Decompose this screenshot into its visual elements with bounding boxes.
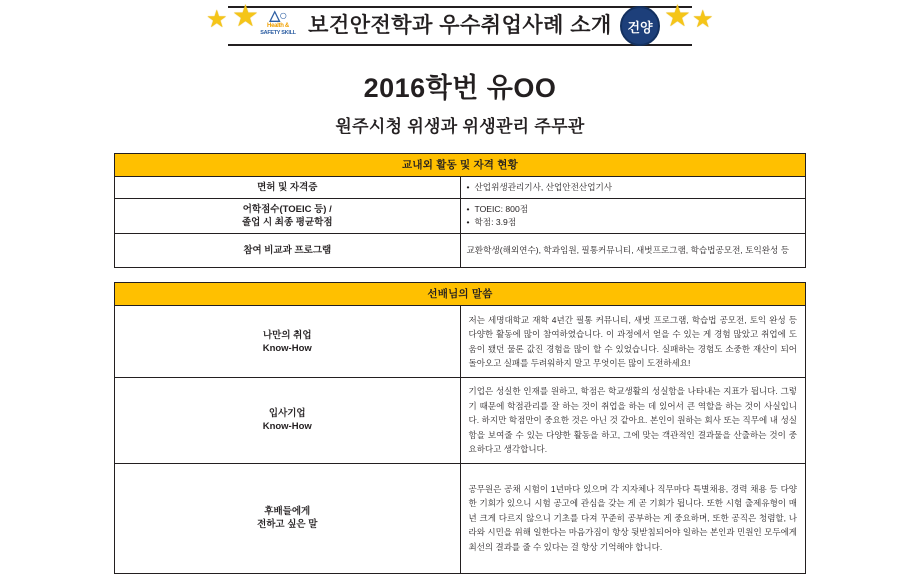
license-list: [467, 181, 800, 194]
header: [0, 0, 920, 52]
department-logo-icon: △○ Health & SAFETY SKILL: [260, 7, 296, 36]
row-value-company-knowhow: 기업은 성실한 인재를 원하고, 학점은 학교생활의 성실함을 나타내는 지표가 됩니다. 그렇기 때문에 학점관리를 잘 하는 것이 취업을 하는 데 있어서 큰 역할을 하는 것이 사실입니다. 하지만 학점만이 중요한 것은 아닌 것 같아요. 본인이 원하는 회사 또는 직무에 내 성실함을 보여줄 수 있는 다양한 활동을 하고, 그에 맞는 객관적인 결과물을 산출하는 것이 중요하다고 생각합니다.: [460, 378, 806, 464]
star-icon: ★: [664, 0, 691, 33]
graduate-position: 원주시청 위생과 위생관리 주무관: [335, 117, 585, 136]
table-row: [115, 378, 806, 464]
star-icon: ★: [232, 0, 259, 33]
row-label-programs: 참여 비교과 프로그램: [115, 234, 461, 268]
row-value-advice: 공무원은 공채 시험이 1년마다 있으며 각 지자체나 직무마다 특별채용, 경력 채용 등 다양한 기회가 있으니 시험 공고에 관심을 갖는 게 곧 기회가 됩니다. 또한 시험 출제유형이 매년 크게 다르지 않으니 기초를 다져 꾸준히 공부하는 게 중요하며, 또한 공직은 청렴할, 나라와 시민을 위해 일한다는 마음가짐이 항상 뒷받침되어야 일하는 본인과 민원인 모두에게 최선의 결과를 줄 수 있다는 걸 항상 기억해야 합니다.: [460, 463, 806, 573]
message-band-label: 선배님의 말씀: [115, 283, 806, 306]
list-item: • 산업위생관리기사, 산업안전산업기사: [467, 181, 800, 194]
table-row: [115, 199, 806, 234]
graduate-title-block: [0, 66, 920, 137]
list-item: • TOEIC: 800점: [467, 203, 800, 216]
row-value-my-knowhow: 저는 세명대학교 재학 4년간 필통 커뮤니티, 새벗 프로그램, 학습법 공모전, 토익 완성 등 다양한 활동에 많이 참여하였습니다. 이 과정에서 얻을 수 있는 게 경험 많았고 취업에 도움이 됐던 물론 값진 경험을 많이 할 수 있었습니다. 실패하는 경험도 소중한 재산이 되어 돌아오고 실패를 두려워하지 말고 무엇이든 많이 도전하세요!: [460, 306, 806, 378]
row-label-scores: 어학점수(TOEIC 등) / 졸업 시 최종 평균학점: [115, 199, 461, 234]
table-row: [115, 177, 806, 199]
message-table: [114, 282, 806, 574]
list-item: • 학점: 3.9점: [467, 216, 800, 229]
scores-list: [467, 203, 800, 229]
row-value-scores: [460, 199, 806, 234]
activities-band-label: 교내외 활동 및 자격 현황: [115, 154, 806, 177]
activities-table-wrap: [114, 153, 806, 268]
page-title: 보건안전학과 우수취업사례 소개: [308, 14, 612, 37]
table-row: [115, 306, 806, 378]
row-label-advice: 후배들에게 전하고 싶은 말: [115, 463, 461, 573]
table-row: [115, 463, 806, 573]
row-value-programs: 교환학생(해외연수), 학과임원, 필통커뮤니티, 새벗프로그램, 학습법공모전, 토익완성 등: [460, 234, 806, 268]
university-emblem-icon: 건양: [620, 6, 660, 46]
table-row: [115, 234, 806, 268]
row-label-company-knowhow: 입사기업 Know-How: [115, 378, 461, 464]
message-table-wrap: [114, 282, 806, 574]
row-label-license: 면허 및 자격증: [115, 177, 461, 199]
star-icon: ★: [206, 6, 228, 33]
row-label-my-knowhow: 나만의 취업 Know-How: [115, 306, 461, 378]
message-band-row: [115, 283, 806, 306]
activities-band-row: [115, 154, 806, 177]
graduate-name: 2016학번 유OO: [363, 73, 557, 103]
star-icon: ★: [692, 6, 714, 33]
row-value-license: [460, 177, 806, 199]
activities-table: [114, 153, 806, 268]
